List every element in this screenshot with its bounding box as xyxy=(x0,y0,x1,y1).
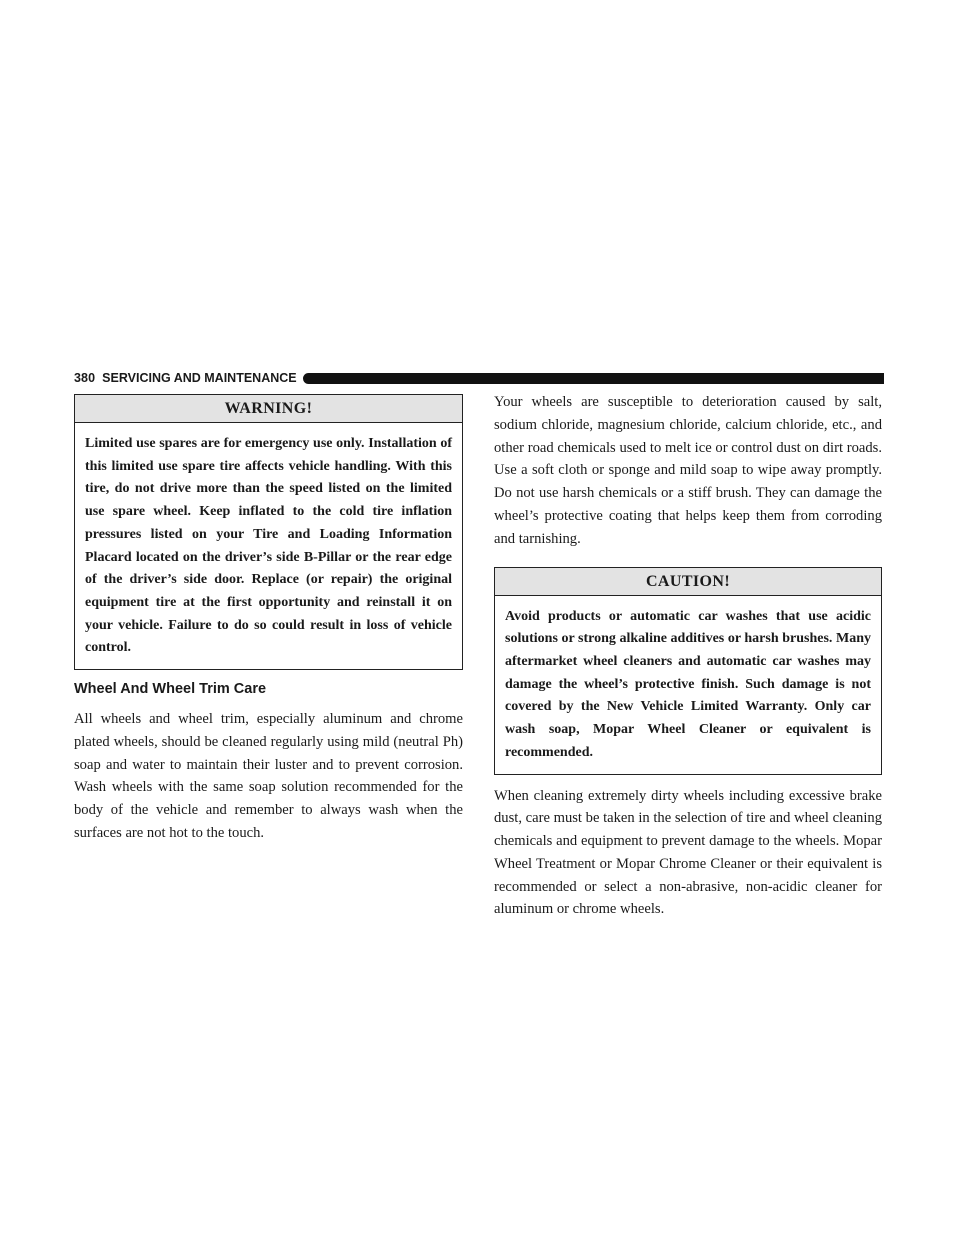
caution-box xyxy=(494,567,882,775)
page-header xyxy=(74,371,884,385)
deterioration-paragraph: Your wheels are susceptible to deterioration caused by salt, sodium chloride, magnesium chloride, calcium chloride, etc., and other road chemicals used to melt ice or control dust on dirt roads. Use a soft cloth or sponge and mild soap to wipe away promptly. Do not use harsh chemicals or a stiff brush. They can damage the wheel’s protective coating that helps keep them from corroding and tarnishing. xyxy=(494,394,882,547)
warning-text: Limited use spares are for emergency use only. Installation of this limited use spare tire affects vehicle handling. With this tire, do not drive more than the speed listed on the limited use spare wheel. Keep inflated to the cold tire inflation pressures listed on your Tire and Loading Information Placard located on the driver’s side B-Pillar or the rear edge of the driver’s side door. Replace (or repair) the original equipment tire at the first opportunity and reinstall it on your vehicle. Failure to do so could result in loss of vehicle control. xyxy=(85,436,452,656)
left-column xyxy=(74,394,463,845)
warning-box xyxy=(74,394,463,670)
right-column xyxy=(494,394,882,921)
section-heading: Wheel And Wheel Trim Care xyxy=(74,681,267,698)
warning-title: WARNING! xyxy=(75,395,462,423)
section-title: SERVICING AND MAINTENANCE xyxy=(102,371,297,385)
header-rule xyxy=(303,373,884,384)
page-number: 380 xyxy=(74,371,96,385)
cleaning-paragraph: When cleaning extremely dirty wheels including excessive brake dust, care must be taken in the selection of tire and wheel cleaning chemicals and equipment to prevent damage to the wheels. Mopar Wheel Treatment or Mopar Chrome Cleaner or their equivalent is recommended or select a non-abrasive, non-acidic cleaner for aluminum or chrome wheels. xyxy=(494,787,882,918)
caution-text: Avoid products or automatic car washes that use acidic solutions or strong alkaline additives or harsh brushes. Many aftermarket wheel cleaners and automatic car washes may damage the wheel’s protective finish. Such damage is not covered by the New Vehicle Limited Warranty. Only car wash soap, Mopar Wheel Cleaner or equivalent is recommended. xyxy=(505,608,871,760)
caution-title: CAUTION! xyxy=(495,568,881,596)
wheel-care-paragraph: All wheels and wheel trim, especially aluminum and chrome plated wheels, should be cleaned regularly using mild (neutral Ph) soap and water to maintain their luster and to prevent corrosion. Wash wheels with the same soap solution recommended for the body of the vehicle and remember to always wash when the surfaces are not hot to the touch. xyxy=(74,711,463,842)
